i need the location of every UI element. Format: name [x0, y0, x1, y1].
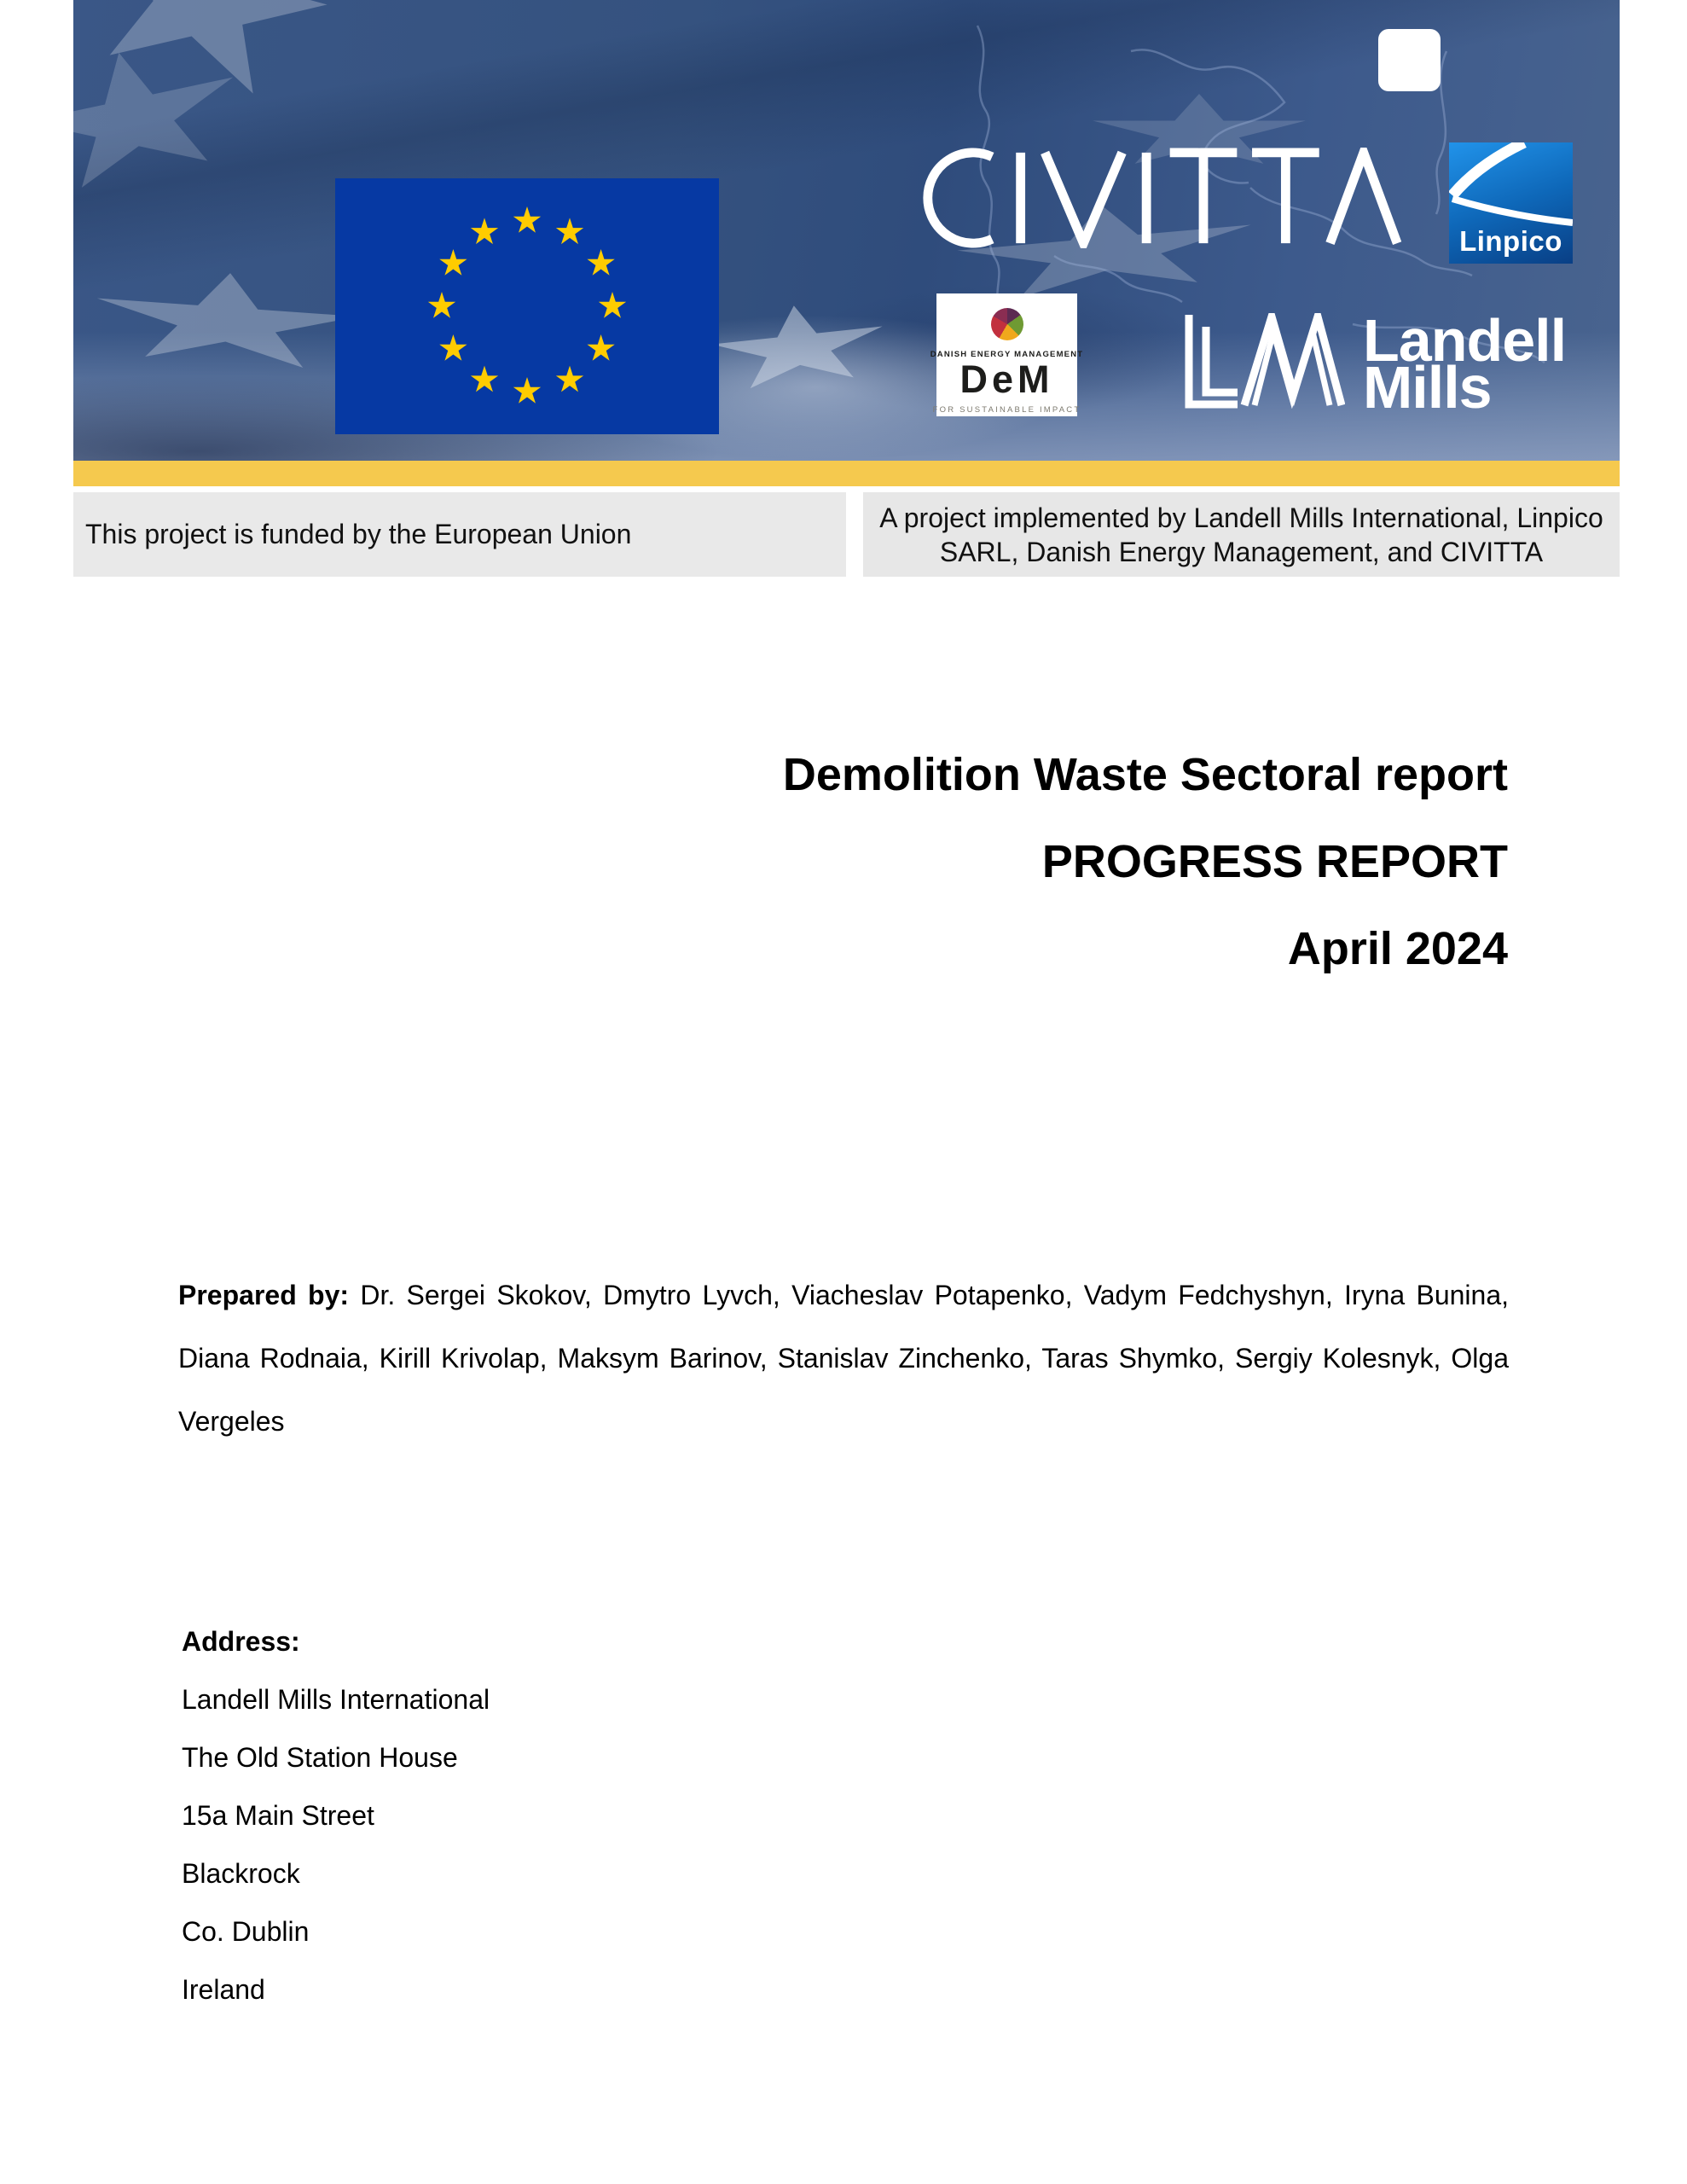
white-square-decoration [1378, 29, 1441, 91]
landell-mills-line2: Mills [1363, 354, 1492, 421]
report-date: April 2024 [1287, 923, 1508, 974]
dem-tagline: FOR SUSTAINABLE IMPACT [932, 405, 1081, 415]
linpico-logo [1449, 142, 1573, 264]
yellow-stripe [73, 461, 1620, 486]
prepared-by-names: Dr. Sergei Skokov, Dmytro Lyvch, Viacheslav Potapenko, Vadym Fedchyshyn, Iryna Bunina, Diana Rodnaia, Kirill Krivolap, Maksym Barinov, Stanislav Zinchenko, Taras Shymko, Sergiy Kolesnyk, Olga Vergeles [178, 1280, 1510, 1437]
lm-monogram-icon [1183, 313, 1345, 409]
dem-logo [930, 293, 1084, 416]
linpico-label: Linpico [1459, 225, 1562, 257]
dem-name: DeM [959, 357, 1054, 401]
title-block [783, 731, 1508, 992]
landell-mills-logo [1363, 307, 1567, 421]
address-line: The Old Station House [182, 1742, 458, 1773]
address-line: Ireland [182, 1974, 265, 2005]
prepared-by-paragraph [178, 1263, 1509, 1453]
address-line: Co. Dublin [182, 1916, 310, 1947]
address-line: 15a Main Street [182, 1800, 374, 1831]
address-block [182, 1612, 490, 2018]
report-title: Demolition Waste Sectoral report [782, 749, 1508, 800]
implementation-note-panel [863, 492, 1620, 577]
implementation-note-line1: A project implemented by Landell Mills International, Linpico [879, 502, 1603, 533]
dem-header: DANISH ENERGY MANAGEMENT [930, 350, 1084, 359]
civitta-logo [904, 148, 1403, 248]
eu-flag [335, 178, 719, 434]
address-label: Address: [182, 1626, 300, 1657]
address-line: Blackrock [182, 1858, 300, 1889]
address-line: Landell Mills International [182, 1684, 490, 1715]
implementation-note-line2: SARL, Danish Energy Management, and CIVITTA [939, 536, 1544, 567]
header-banner [73, 0, 1620, 461]
funding-note-text: This project is funded by the European Union [85, 519, 632, 549]
landell-mills-line1: Landell [1363, 307, 1567, 374]
report-subtitle: PROGRESS REPORT [1041, 836, 1508, 887]
funding-note-panel [73, 492, 846, 577]
dem-ball-icon [991, 308, 1023, 340]
prepared-by-label: Prepared by: [178, 1280, 350, 1310]
